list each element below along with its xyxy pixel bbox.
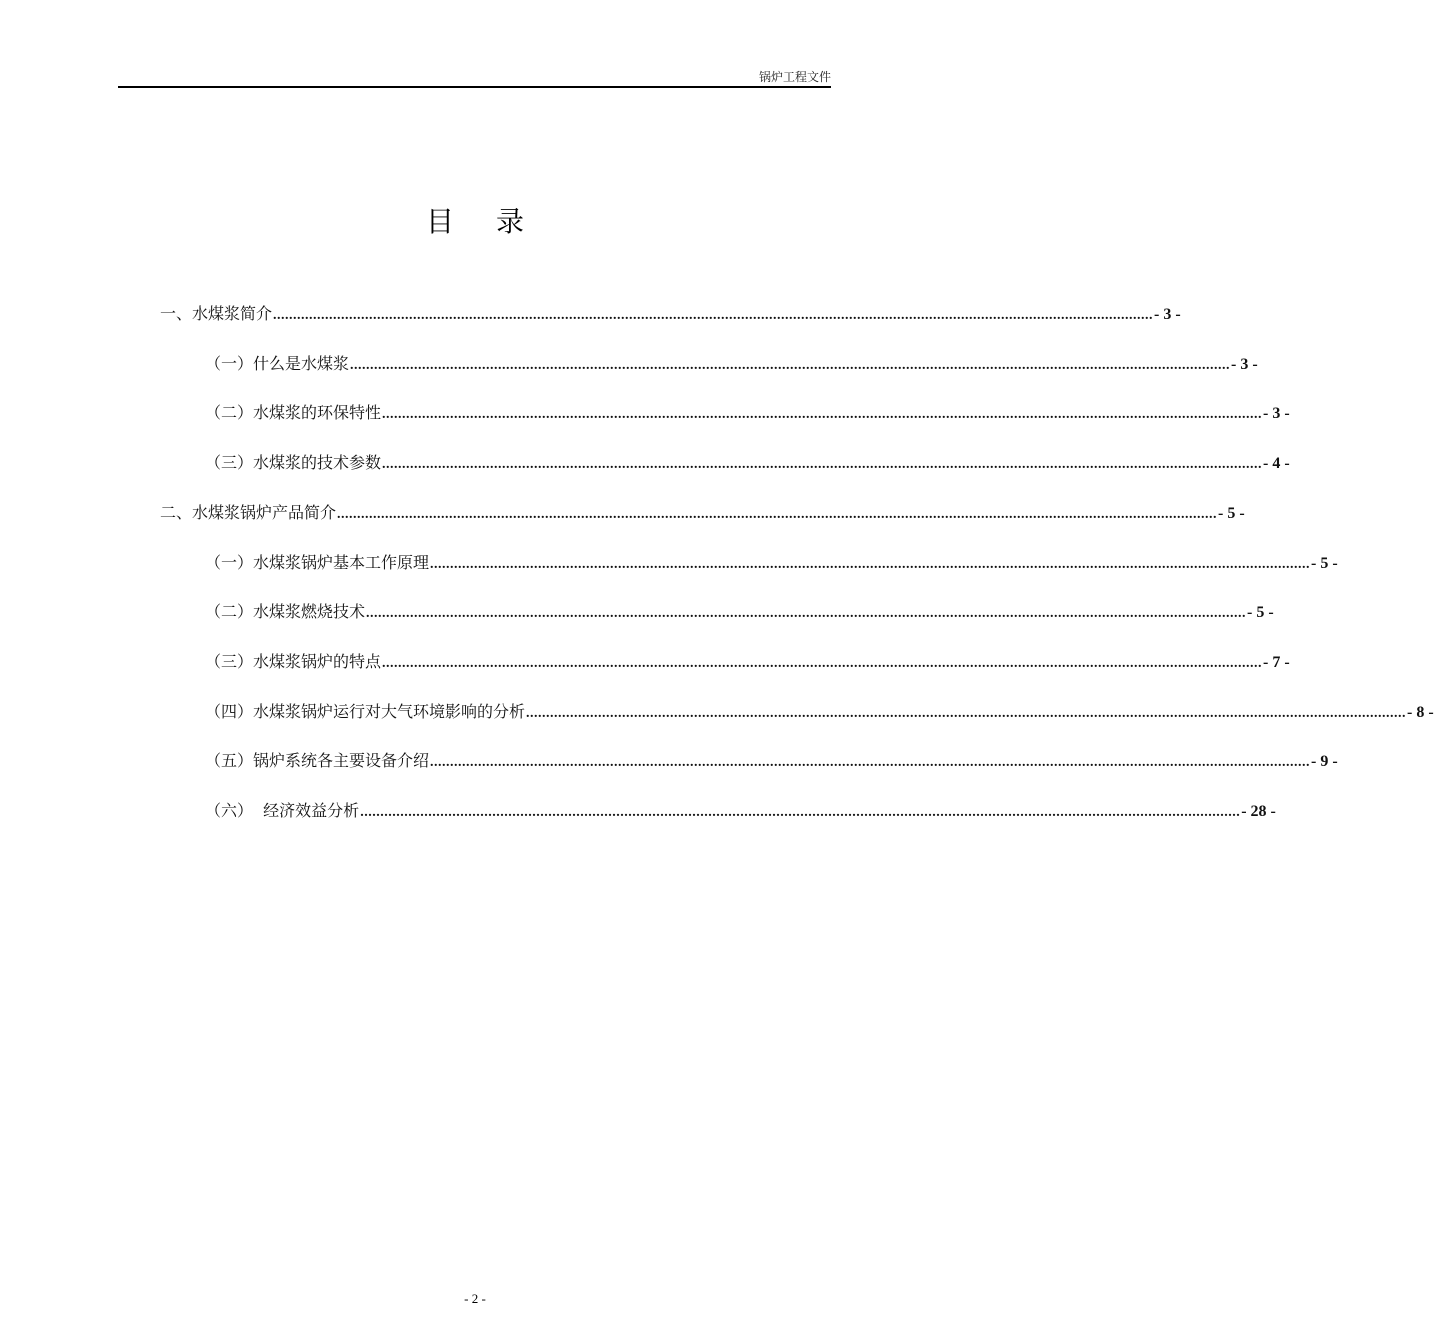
toc-entry-page: - 5 - bbox=[1311, 555, 1338, 572]
toc-entry[interactable] bbox=[205, 650, 1290, 674]
page-title: 目录 bbox=[425, 205, 566, 238]
toc-dot-leader: ............................................................................................................................................................................................................................ bbox=[430, 755, 1311, 770]
toc-entry[interactable] bbox=[205, 600, 1274, 624]
toc-entry[interactable] bbox=[205, 749, 1338, 773]
toc-dot-leader: ............................................................................................................................................................................................................................ bbox=[337, 507, 1218, 522]
toc-entry-label: 一、水煤浆简介 bbox=[160, 304, 273, 323]
toc-entry-page: - 3 - bbox=[1154, 306, 1181, 323]
toc-entry-label: （五）锅炉系统各主要设备介绍 bbox=[205, 751, 430, 770]
toc-entry[interactable] bbox=[205, 551, 1338, 575]
toc-entry-page: - 5 - bbox=[1247, 604, 1274, 621]
toc-dot-leader: ............................................................................................................................................................................................................................ bbox=[350, 358, 1231, 373]
toc-entry[interactable] bbox=[205, 401, 1290, 425]
toc-entry[interactable] bbox=[205, 451, 1290, 475]
toc-dot-leader: ............................................................................................................................................................................................................................ bbox=[382, 407, 1263, 422]
toc-entry[interactable] bbox=[205, 799, 1276, 823]
header-text: 锅炉工程文件 bbox=[758, 70, 831, 84]
toc-entry[interactable] bbox=[160, 501, 1245, 525]
toc-entry-page: - 8 - bbox=[1407, 704, 1434, 721]
toc-dot-leader: ............................................................................................................................................................................................................................ bbox=[430, 557, 1311, 572]
toc-dot-leader: ............................................................................................................................................................................................................................ bbox=[526, 706, 1407, 721]
toc-dot-leader: ............................................................................................................................................................................................................................ bbox=[382, 656, 1263, 671]
toc-entry[interactable] bbox=[205, 700, 1434, 724]
toc-entry-page: - 4 - bbox=[1263, 455, 1290, 472]
toc-entry-page: - 28 - bbox=[1241, 803, 1276, 820]
toc-dot-leader: ............................................................................................................................................................................................................................ bbox=[382, 457, 1263, 472]
toc-entry-label: （三）水煤浆锅炉的特点 bbox=[205, 652, 382, 671]
toc-entry[interactable] bbox=[205, 352, 1258, 376]
toc-dot-leader: ............................................................................................................................................................................................................................ bbox=[360, 805, 1241, 820]
toc-entry-page: - 3 - bbox=[1263, 405, 1290, 422]
toc-entry-label: （一）什么是水煤浆 bbox=[205, 354, 350, 373]
toc-dot-leader: ............................................................................................................................................................................................................................ bbox=[273, 308, 1154, 323]
page-number: - 2 - bbox=[464, 1291, 486, 1306]
page-header bbox=[118, 68, 831, 88]
toc-dot-leader: ............................................................................................................................................................................................................................ bbox=[366, 606, 1247, 621]
toc-entry-label: （二）水煤浆的环保特性 bbox=[205, 403, 382, 422]
toc-entry-label: （三）水煤浆的技术参数 bbox=[205, 453, 382, 472]
toc-entry-label: （二）水煤浆燃烧技术 bbox=[205, 602, 366, 621]
toc-entry-label: （六） 经济效益分析 bbox=[205, 801, 360, 820]
toc-entry-page: - 7 - bbox=[1263, 654, 1290, 671]
toc-entry-page: - 5 - bbox=[1218, 505, 1245, 522]
toc-entry-page: - 9 - bbox=[1311, 753, 1338, 770]
toc-entry-label: （四）水煤浆锅炉运行对大气环境影响的分析 bbox=[205, 702, 526, 721]
toc-entry-label: （一）水煤浆锅炉基本工作原理 bbox=[205, 553, 430, 572]
toc-entry-label: 二、水煤浆锅炉产品简介 bbox=[160, 503, 337, 522]
toc-entry[interactable] bbox=[160, 302, 1181, 326]
toc-entry-page: - 3 - bbox=[1231, 356, 1258, 373]
